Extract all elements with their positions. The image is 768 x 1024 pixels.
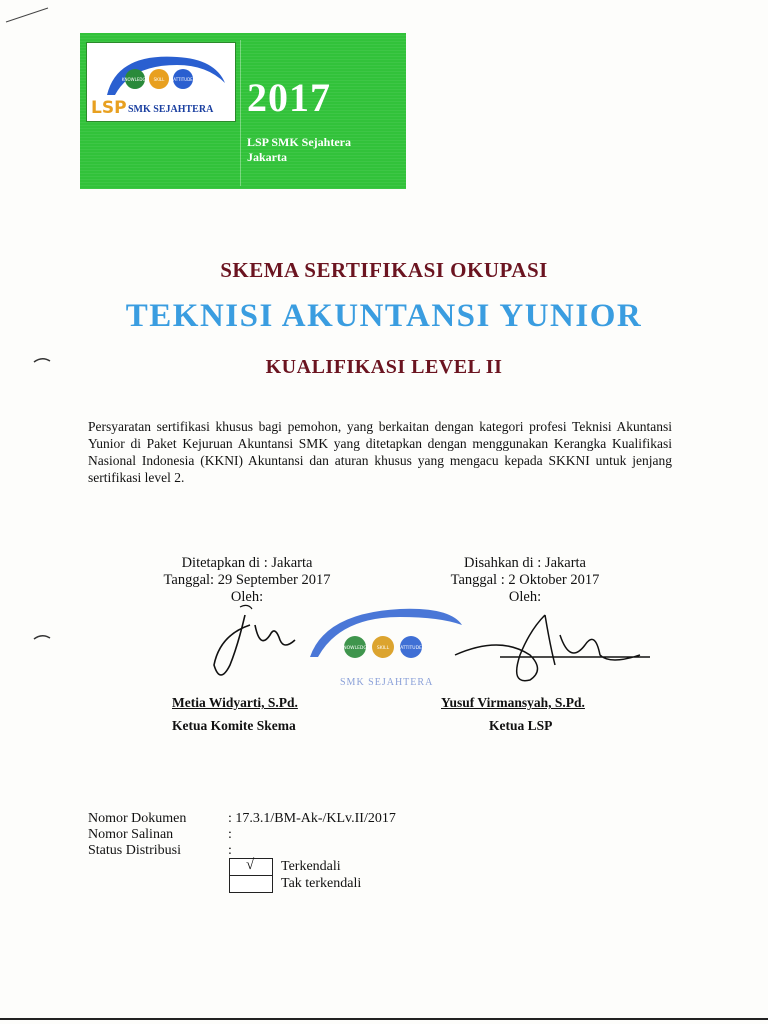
approved-place: Disahkan di : Jakarta	[463, 555, 586, 571]
check-mark-icon: √	[246, 857, 255, 873]
banner-organization	[247, 135, 351, 165]
org-name: LSP SMK Sejahtera	[247, 135, 351, 149]
checkbox-tak-terkendali[interactable]	[229, 875, 273, 893]
logo-text-lsp: LSP	[91, 98, 127, 118]
org-city: Jakarta	[247, 150, 287, 164]
signer-right-role: Ketua LSP	[489, 718, 553, 733]
bottom-edge-line	[0, 1018, 768, 1020]
distribution-status-label: Status Distribusi	[88, 843, 181, 858]
doc-number-value: : 17.3.1/BM-Ak-/KLv.II/2017	[228, 811, 396, 826]
doc-number-label: Nomor Dokumen	[88, 811, 187, 826]
signer-left-name: Metia Widyarti, S.Pd.	[172, 695, 298, 710]
set-by: Oleh:	[230, 589, 264, 605]
lsp-logo-graphic	[87, 43, 235, 121]
punch-hole-mark	[32, 632, 52, 642]
logo-circle-2: SKILL	[153, 77, 165, 82]
stamp-circle-3: ATTITUDE	[400, 646, 422, 651]
logo-circle-1: KNOWLEDGE	[121, 77, 149, 82]
stamp-signature-graphic	[200, 595, 660, 695]
occupation-title: TEKNISI AKUNTANSI YUNIOR	[125, 298, 643, 334]
banner-year: 2017	[247, 75, 331, 120]
approved-by: Oleh:	[508, 589, 542, 605]
stamp-text: SMK SEJAHTERA	[340, 677, 434, 688]
stamp-circle-2: SKILL	[376, 646, 390, 651]
scheme-title: SKEMA SERTIFIKASI OKUPASI	[220, 258, 548, 282]
logo-circle-3: ATTITUDE	[173, 77, 193, 82]
stamp-circle-1: KNOWLEDGE	[340, 646, 370, 651]
copy-number-value: :	[228, 827, 232, 842]
approved-date: Tanggal : 2 Oktober 2017	[450, 572, 600, 588]
checkbox-terkendali[interactable]	[229, 858, 273, 876]
signer-right-name: Yusuf Virmansyah, S.Pd.	[441, 695, 585, 710]
qualification-title: KUALIFIKASI LEVEL II	[265, 356, 503, 378]
set-date: Tanggal: 29 September 2017	[163, 572, 331, 588]
option-tak-terkendali-label: Tak terkendali	[281, 876, 362, 891]
distribution-status-value: :	[228, 843, 232, 858]
signer-left-role: Ketua Komite Skema	[172, 718, 296, 733]
lsp-logo	[86, 42, 236, 122]
copy-number-label: Nomor Salinan	[88, 827, 174, 842]
option-terkendali-label: Terkendali	[281, 859, 341, 874]
banner-divider	[240, 40, 241, 186]
set-place: Ditetapkan di : Jakarta	[181, 555, 313, 571]
description-paragraph: Persyaratan sertifikasi khusus bagi pemohon, yang berkaitan dengan kategori profesi Teknisi Akuntansi Yunior di Paket Kejuruan Akuntansi SMK yang ditetapkan dengan menggunakan Kerangka Kualifikasi Nasional Indonesia (KKNI) Akuntansi dan aturan khusus yang mengacu kepada SKKNI untuk jenjang sertifikasi level 2.	[88, 419, 672, 485]
logo-text-name: SMK SEJAHTERA	[128, 104, 214, 115]
scan-artifact-mark	[2, 4, 52, 26]
